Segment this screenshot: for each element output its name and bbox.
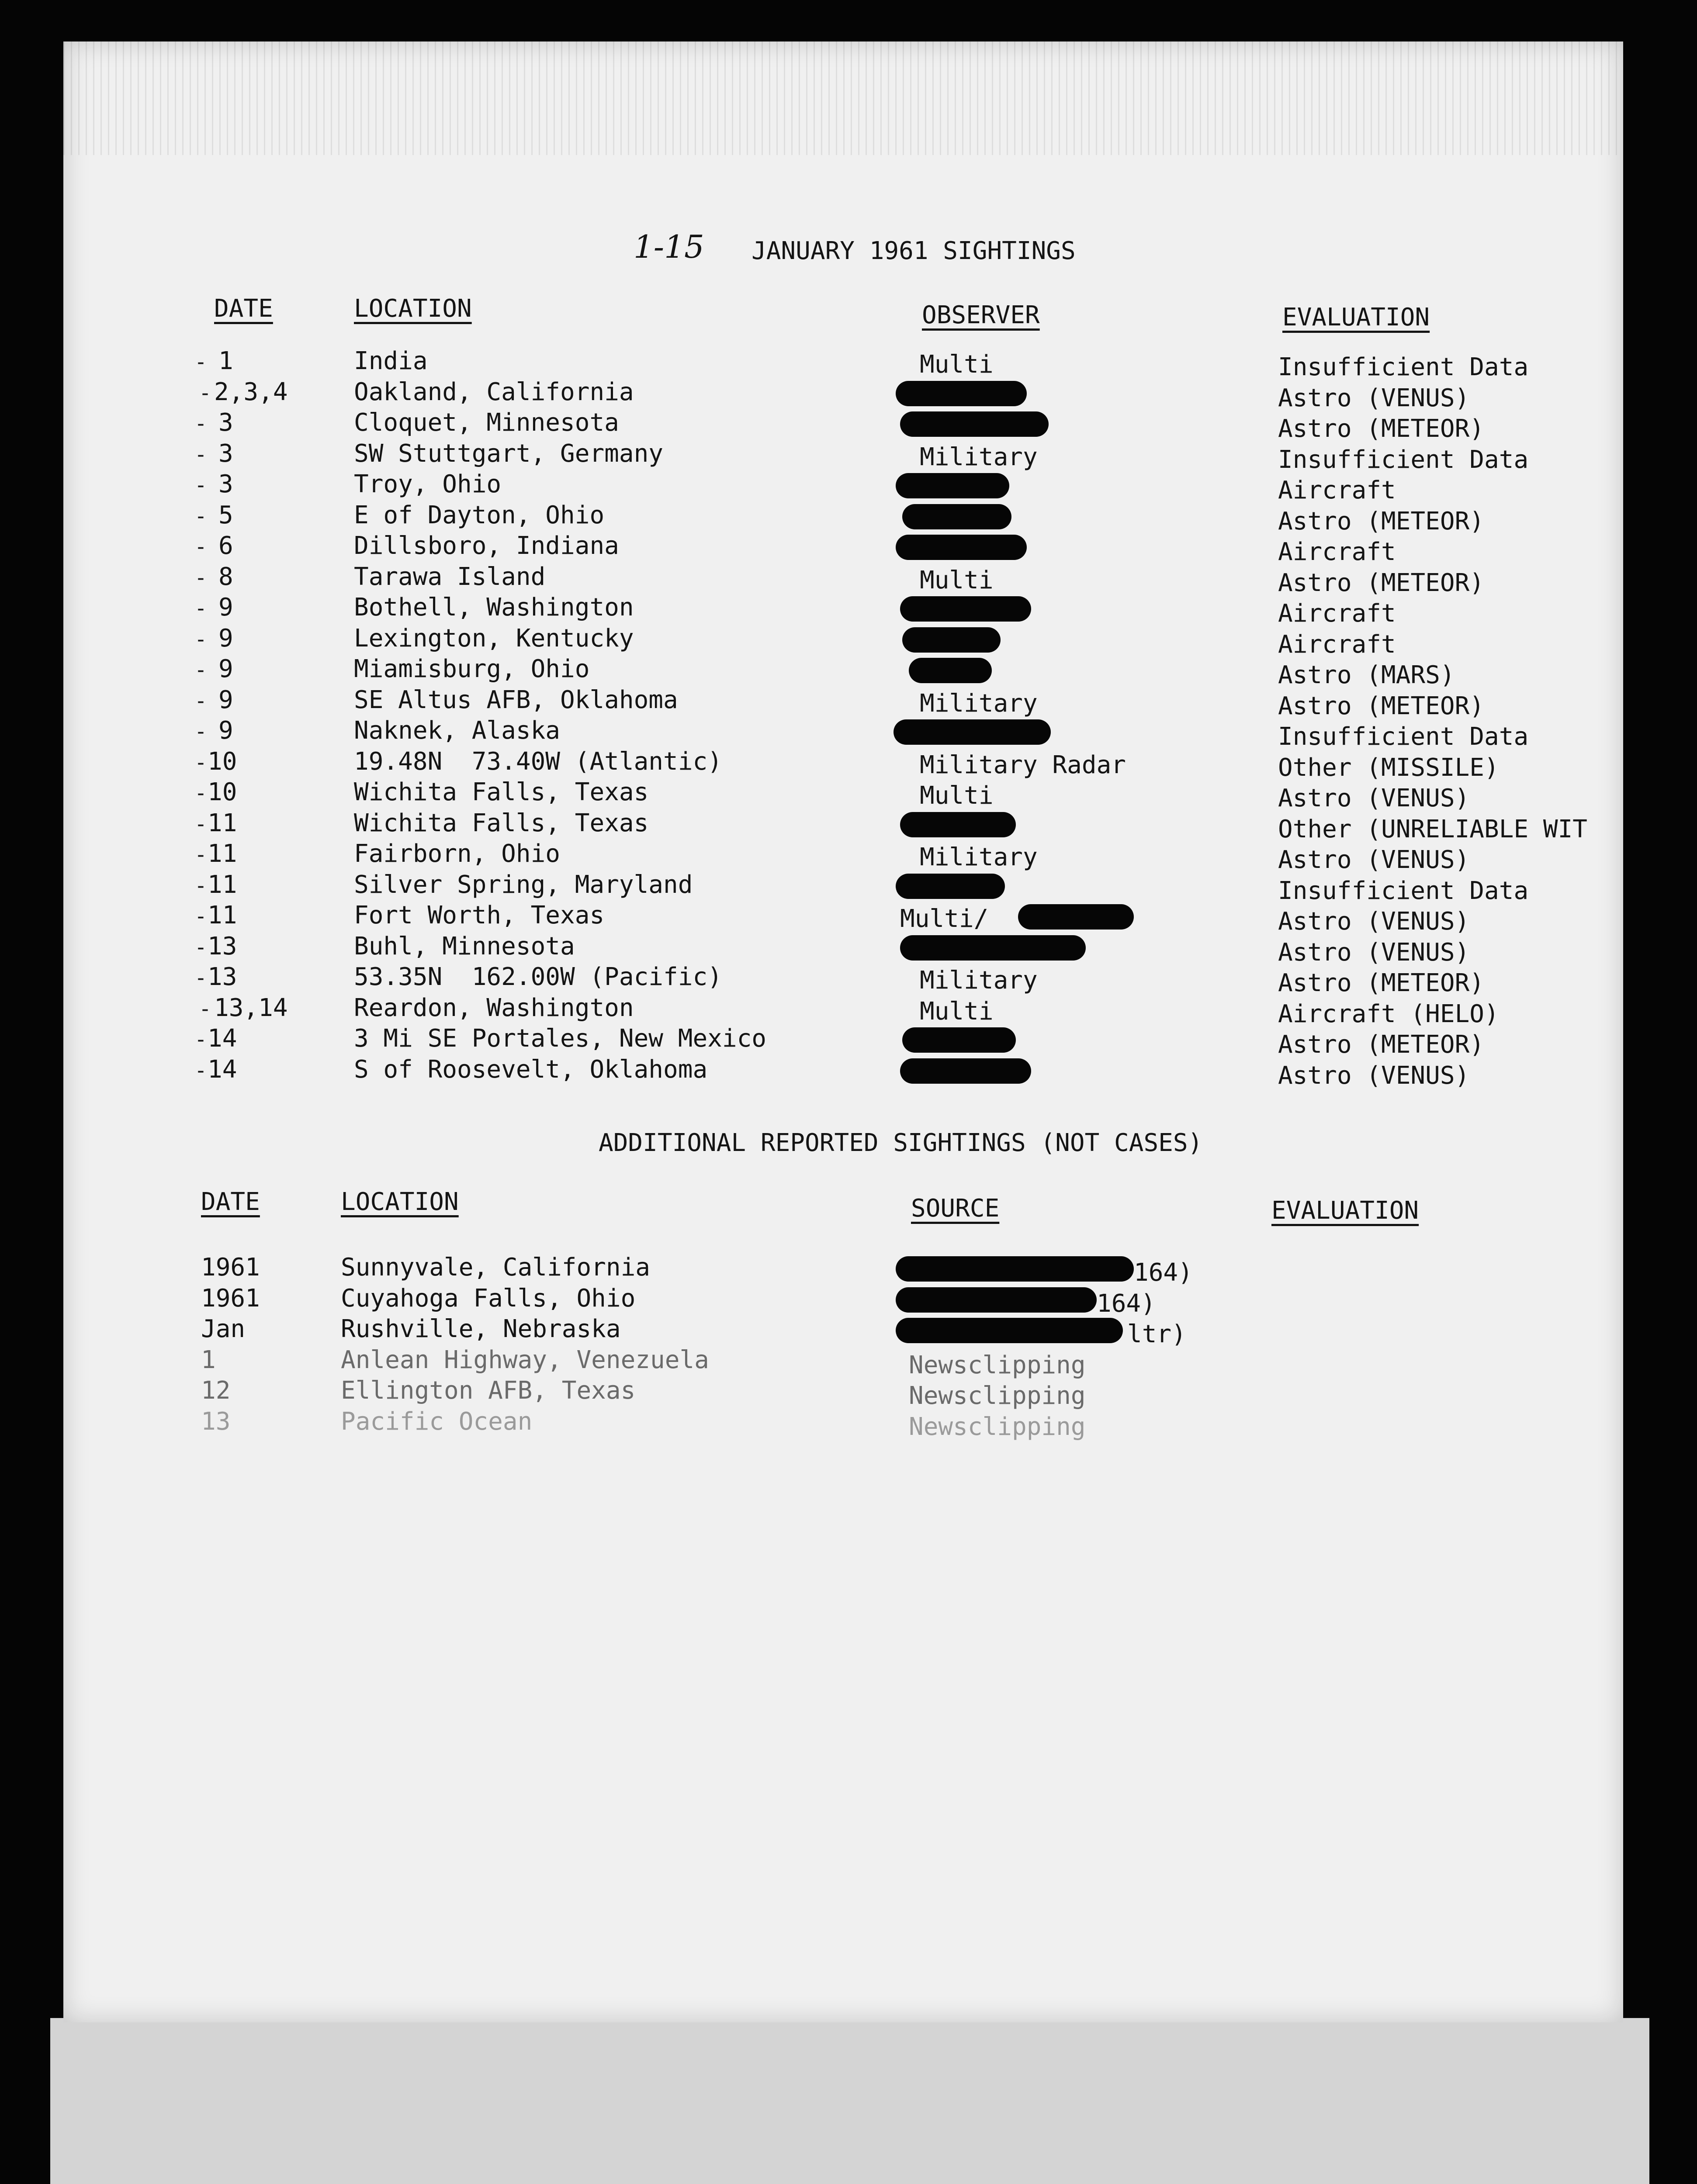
row-date: 3 [218,470,233,498]
row-evaluation: Astro (MARS) [1278,661,1455,689]
additional-location: Ellington AFB, Texas [341,1376,636,1405]
checkmark-tick-icon: - [194,535,207,559]
row-observer: Military [920,843,1038,871]
redaction-bar [900,411,1049,437]
checkmark-tick-icon: - [194,843,207,867]
checkmark-tick-icon: - [194,688,207,713]
row-evaluation: Aircraft (HELO) [1278,999,1499,1028]
row-evaluation: Astro (METEOR) [1278,507,1485,536]
row-date: 10 [208,778,237,806]
row-date: 8 [218,562,233,591]
row-location: Wichita Falls, Texas [354,778,649,806]
row-observer: Military [920,442,1038,471]
row-date: 9 [218,593,233,622]
row-date: 5 [218,501,233,529]
checkmark-tick-icon: - [194,596,207,621]
checkmark-tick-icon: - [194,473,207,498]
checkmark-tick-icon: - [194,565,207,590]
redaction-bar [894,719,1051,745]
redaction-bar [1018,904,1134,930]
additional-location: Rushville, Nebraska [341,1315,621,1343]
checkmark-tick-icon: - [194,812,207,836]
redaction-bar [900,596,1031,622]
checkmark-tick-icon: - [194,627,207,652]
checkmark-tick-icon: - [194,504,207,529]
row-location: Oakland, California [354,377,634,406]
row-date: 9 [218,716,233,745]
checkmark-tick-icon: - [194,935,207,960]
redaction-bar [900,935,1086,961]
row-location: Miamisburg, Ohio [354,655,590,683]
underlying-page [50,2018,1649,2184]
row-location: Bothell, Washington [354,593,634,622]
row-evaluation: Astro (VENUS) [1278,938,1470,967]
additional-source: ltr) [1127,1320,1186,1348]
row-evaluation: Other (MISSILE) [1278,753,1499,782]
redaction-bar [909,658,992,683]
row-evaluation: Astro (VENUS) [1278,784,1470,812]
redaction-bar [900,812,1016,837]
additional-title: ADDITIONAL REPORTED SIGHTINGS (NOT CASES) [599,1129,1203,1157]
header-evaluation: EVALUATION [1282,303,1430,332]
row-evaluation: Aircraft [1278,599,1396,628]
header-date: DATE [214,294,273,323]
redaction-bar [896,535,1027,560]
checkmark-tick-icon: - [194,966,207,990]
row-location: 53.35N 162.00W (Pacific) [354,963,722,991]
row-location: Fort Worth, Texas [354,901,605,930]
row-date: 11 [208,901,237,930]
checkmark-tick-icon: - [194,411,207,436]
additional-date: 1961 [201,1253,260,1282]
row-location: SW Stuttgart, Germany [354,439,664,468]
redaction-bar [896,1287,1097,1313]
row-location: Lexington, Kentucky [354,624,634,653]
additional-date: 1961 [201,1284,260,1313]
row-location: Tarawa Island [354,562,546,591]
row-date: 1 [218,347,233,375]
row-date: 13 [208,932,237,961]
row-evaluation: Astro (METEOR) [1278,415,1485,443]
additional-date: 1 [201,1345,216,1374]
row-evaluation: Aircraft [1278,538,1396,566]
redaction-bar [896,381,1027,406]
redaction-bar [902,504,1011,529]
row-location: Buhl, Minnesota [354,932,575,961]
checkmark-tick-icon: - [194,873,207,898]
additional-source: 164) [1097,1289,1156,1318]
row-date: 13 [208,963,237,991]
row-observer: Military [920,966,1038,995]
additional-location: Cuyahoga Falls, Ohio [341,1284,636,1313]
row-location: 3 Mi SE Portales, New Mexico [354,1024,767,1053]
additional-source: Newsclipping [909,1382,1086,1410]
redaction-bar [896,874,1005,899]
row-date: 9 [218,685,233,714]
checkmark-tick-icon: - [199,380,211,405]
redaction-bar [900,1058,1031,1084]
row-evaluation: Insufficient Data [1278,876,1529,905]
row-date: 11 [208,840,237,868]
row-location: Troy, Ohio [354,470,502,498]
checkmark-tick-icon: - [194,750,207,775]
row-date: 10 [208,747,237,776]
row-location: Naknek, Alaska [354,716,561,745]
row-evaluation: Aircraft [1278,476,1396,505]
redaction-bar [896,1318,1123,1343]
row-evaluation: Insufficient Data [1278,722,1529,751]
row-location: E of Dayton, Ohio [354,501,605,529]
row-observer: Military [920,689,1038,718]
row-evaluation: Other (UNRELIABLE WIT [1278,815,1588,843]
row-location: Wichita Falls, Texas [354,809,649,837]
additional-source: 164) [1134,1258,1193,1287]
row-location: 19.48N 73.40W (Atlantic) [354,747,722,776]
checkmark-tick-icon: - [194,1027,207,1052]
redaction-bar [896,1256,1134,1282]
additional-location: Sunnyvale, California [341,1253,651,1282]
row-evaluation: Astro (VENUS) [1278,846,1470,874]
row-evaluation: Astro (VENUS) [1278,907,1470,936]
additional-location: Anlean Highway, Venezuela [341,1345,709,1374]
row-date: 13,14 [214,993,288,1022]
row-date: 9 [218,655,233,683]
checkmark-tick-icon: - [194,781,207,805]
header-observer: OBSERVER [922,301,1040,329]
redaction-bar [902,1027,1016,1053]
checkmark-tick-icon: - [194,719,207,744]
row-evaluation: Astro (METEOR) [1278,969,1485,997]
header2-date: DATE [201,1188,260,1216]
additional-date: 12 [201,1376,231,1405]
checkmark-tick-icon: - [194,442,207,467]
row-date: 11 [208,870,237,899]
row-date: 14 [208,1024,237,1053]
checkmark-tick-icon: - [194,658,207,682]
row-observer: Multi [920,997,994,1026]
row-date: 9 [218,624,233,653]
checkmark-tick-icon: - [194,904,207,929]
row-location: Cloquet, Minnesota [354,408,619,437]
header2-location: LOCATION [341,1188,459,1216]
row-date: 11 [208,809,237,837]
document-page [63,41,1623,2022]
row-date: 2,3,4 [214,377,288,406]
row-date: 3 [218,439,233,468]
row-evaluation: Astro (METEOR) [1278,568,1485,597]
row-location: Fairborn, Ohio [354,840,561,868]
row-evaluation: Astro (VENUS) [1278,384,1470,412]
row-location: SE Altus AFB, Oklahoma [354,685,678,714]
row-location: Dillsboro, Indiana [354,532,619,560]
row-observer: Multi [920,566,994,594]
row-location: Reardon, Washington [354,993,634,1022]
redaction-bar [896,473,1009,498]
row-evaluation: Aircraft [1278,630,1396,659]
additional-location: Pacific Ocean [341,1407,533,1436]
checkmark-tick-icon: - [194,350,207,374]
row-observer: Multi [920,781,994,810]
checkmark-tick-icon: - [199,996,211,1021]
row-observer: Military Radar [920,750,1126,779]
row-date: 6 [218,532,233,560]
row-evaluation: Astro (METEOR) [1278,691,1485,720]
row-observer: Multi [920,350,994,379]
row-evaluation: Astro (METEOR) [1278,1030,1485,1059]
header-location: LOCATION [354,294,472,323]
header2-evaluation: EVALUATION [1271,1196,1419,1225]
additional-source: Newsclipping [909,1412,1086,1441]
row-date: 3 [218,408,233,437]
additional-date: Jan [201,1315,246,1343]
page-title: JANUARY 1961 SIGHTINGS [752,237,1076,265]
row-location: Silver Spring, Maryland [354,870,693,899]
row-evaluation: Astro (VENUS) [1278,1061,1470,1090]
checkmark-tick-icon: - [194,1058,207,1083]
additional-source: Newsclipping [909,1351,1086,1379]
row-evaluation: Insufficient Data [1278,353,1529,381]
header2-source: SOURCE [911,1194,1000,1223]
handwritten-date-range: 1-15 [634,228,704,265]
row-evaluation: Insufficient Data [1278,445,1529,474]
row-location: India [354,347,428,375]
additional-date: 13 [201,1407,231,1436]
redaction-bar [902,627,1001,653]
row-location: S of Roosevelt, Oklahoma [354,1055,708,1084]
row-observer: Multi/ [900,905,989,933]
row-date: 14 [208,1055,237,1084]
